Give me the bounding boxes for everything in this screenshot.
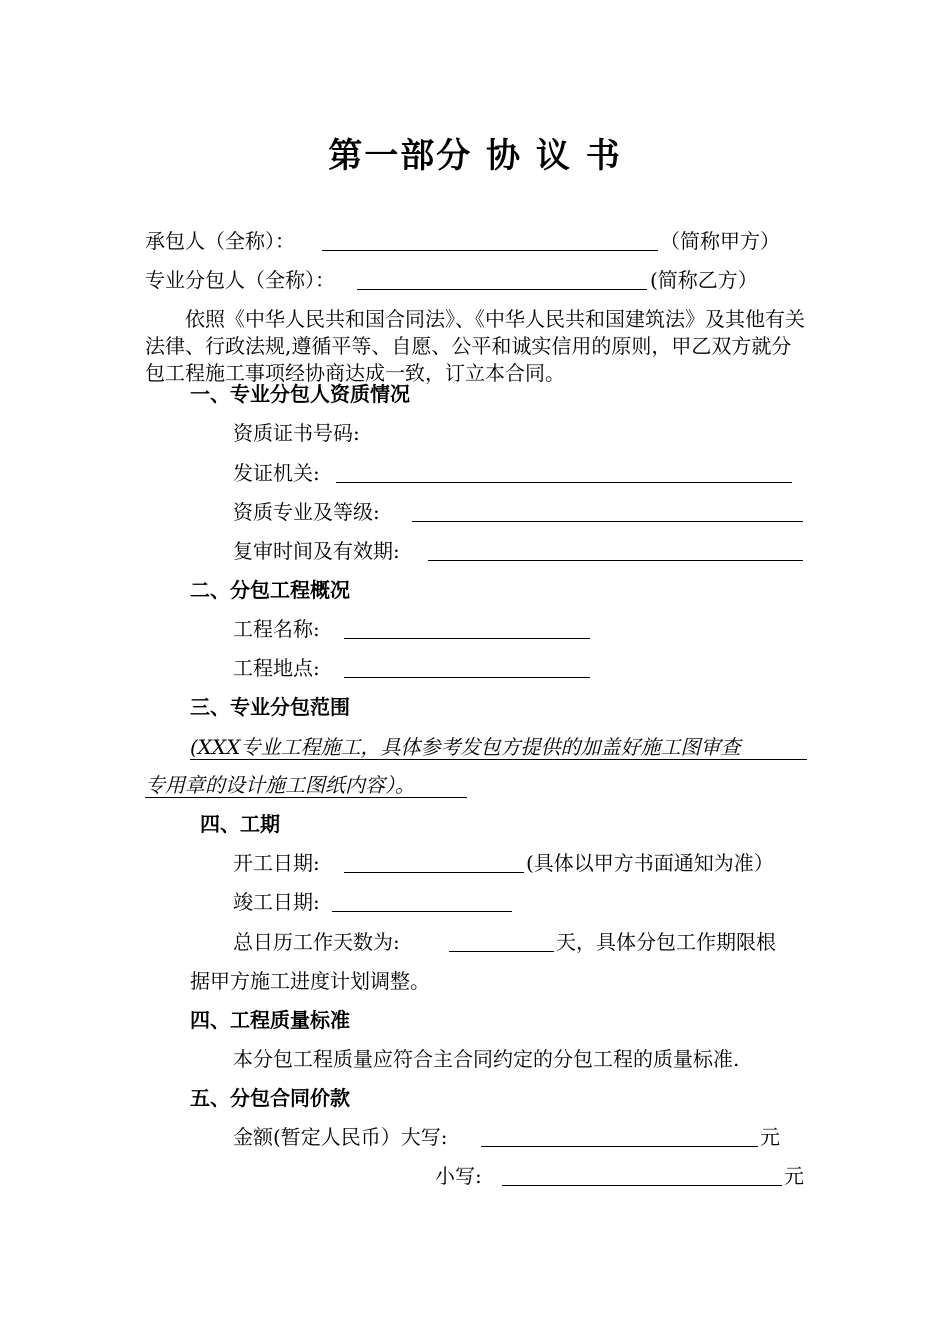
- grade-field[interactable]: [412, 501, 803, 522]
- start-date-field[interactable]: [344, 852, 524, 873]
- total-days-suffix: 天，具体分包工作期限根: [556, 930, 776, 954]
- review-field[interactable]: [428, 540, 803, 561]
- scope-line2: 专用章的设计施工图纸内容）。: [145, 773, 467, 798]
- contractor-label: 承包人（全称）：: [145, 229, 295, 253]
- quality-heading: 四、工程质量标准: [190, 1008, 350, 1032]
- start-date-note: (具体以甲方书面通知为准）: [526, 851, 774, 875]
- project-name-label: 工程名称:: [233, 617, 320, 641]
- total-days-continuation: 据甲方施工进度计划调整。: [190, 969, 430, 993]
- price-heading: 五、分包合同价款: [190, 1086, 350, 1110]
- subcontractor-label: 专业分包人（全称）：: [145, 268, 335, 292]
- amount-upper-field[interactable]: [481, 1126, 758, 1147]
- subcontractor-suffix: (简称乙方）: [650, 268, 758, 292]
- section4-heading: 四、工期: [200, 812, 280, 836]
- end-date-label: 竣工日期:: [233, 890, 320, 914]
- total-days-label: 总日历工作天数为:: [233, 930, 400, 954]
- section3-heading: 三、专业分包范围: [190, 695, 350, 719]
- section1-heading: 一、专业分包人资质情况: [190, 382, 410, 406]
- end-date-field[interactable]: [332, 891, 512, 912]
- subcontractor-name-field[interactable]: [357, 269, 647, 290]
- project-name-field[interactable]: [344, 618, 590, 639]
- project-location-label: 工程地点:: [233, 656, 320, 680]
- amount-lower-unit: 元: [784, 1164, 804, 1188]
- amount-upper-unit: 元: [760, 1125, 780, 1149]
- cert-no-label: 资质证书号码:: [233, 421, 360, 445]
- total-days-field[interactable]: [449, 931, 554, 952]
- quality-text: 本分包工程质量应符合主合同约定的分包工程的质量标准.: [233, 1047, 740, 1071]
- section2-heading: 二、分包工程概况: [190, 578, 350, 602]
- page-title: 第一部分 协 议 书: [328, 136, 622, 176]
- start-date-label: 开工日期:: [233, 851, 320, 875]
- scope-line1: (XXX专业工程施工，具体参考发包方提供的加盖好施工图审查: [190, 735, 807, 760]
- amount-upper-label: 金额(暂定人民币）大写:: [233, 1125, 448, 1149]
- issuer-field[interactable]: [336, 462, 792, 483]
- amount-lower-field[interactable]: [502, 1165, 782, 1186]
- contractor-suffix: （简称甲方）: [660, 229, 780, 253]
- contractor-name-field[interactable]: [322, 230, 658, 251]
- review-label: 复审时间及有效期:: [233, 539, 400, 563]
- project-location-field[interactable]: [344, 657, 590, 678]
- amount-lower-label: 小写:: [435, 1164, 482, 1188]
- grade-label: 资质专业及等级:: [233, 500, 380, 524]
- issuer-label: 发证机关:: [233, 461, 320, 485]
- intro-paragraph: 依照《中华人民共和国合同法》、《中华人民共和国建筑法》及其他有关法律、行政法规,遵循平等、自愿、公平和诚实信用的原则，甲乙双方就分包工程施工事项经协商达成一致，订立本合同。: [145, 307, 805, 385]
